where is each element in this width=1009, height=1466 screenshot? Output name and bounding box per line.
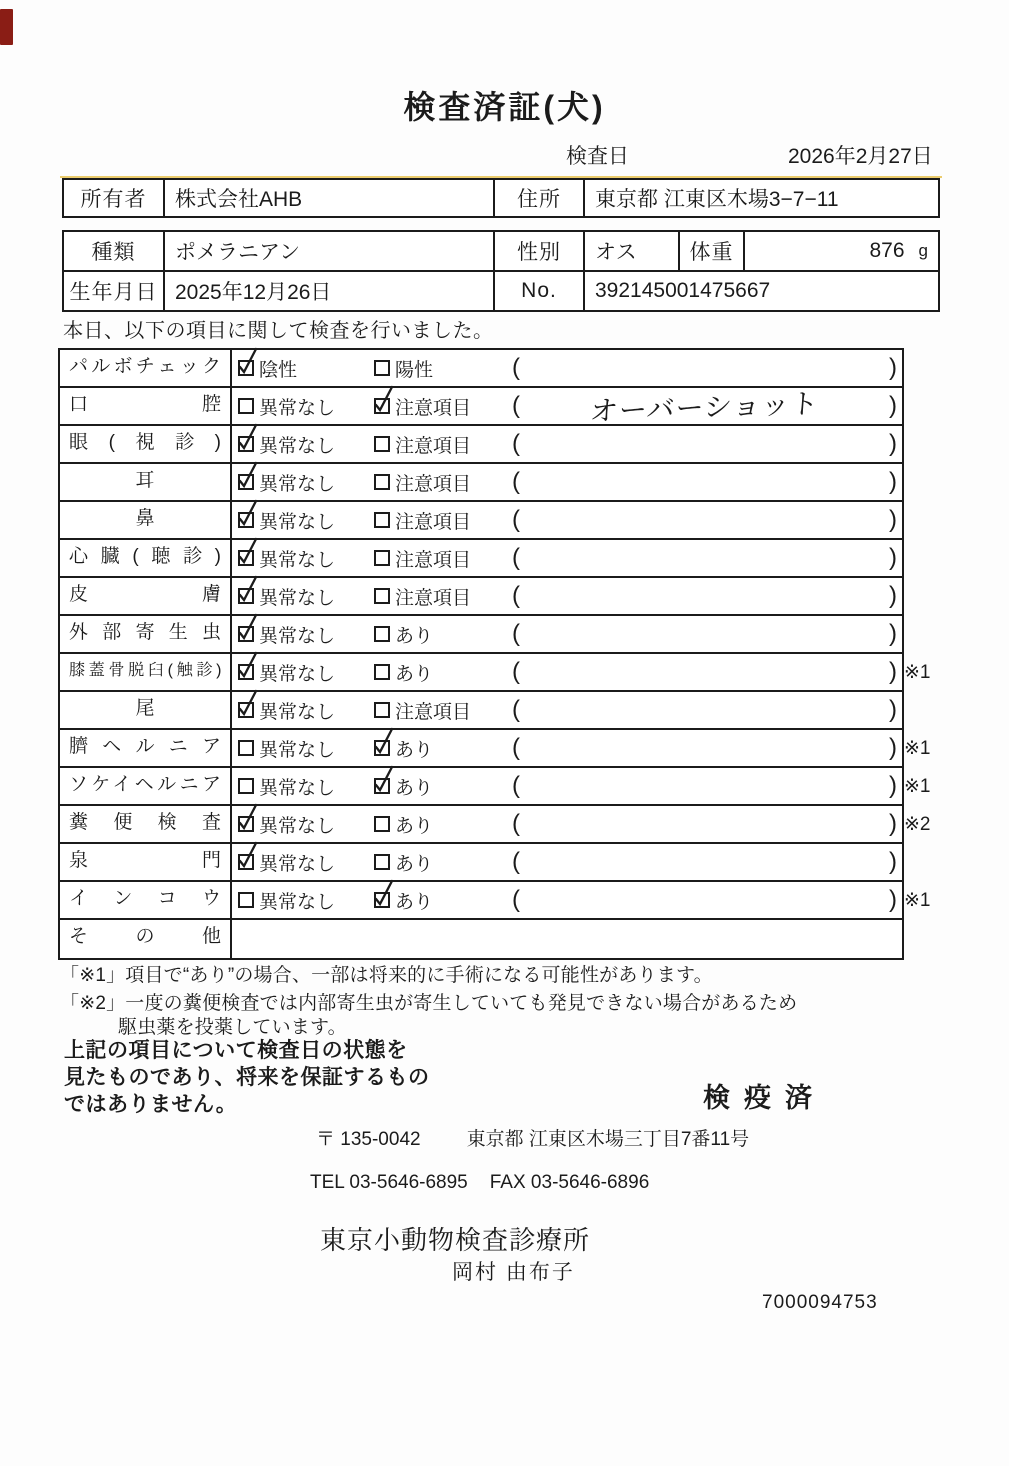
checklist-item-label: 鼻 <box>60 502 232 538</box>
checkbox-icon <box>374 854 390 870</box>
handwritten-check-icon <box>372 726 396 756</box>
checkbox-icon <box>238 740 254 756</box>
open-paren: ( <box>512 772 520 799</box>
owner-label: 所有者 <box>64 180 165 216</box>
checkbox-icon <box>374 664 390 680</box>
checklist-item-label: 尾 <box>60 692 232 728</box>
option-label: あり <box>395 815 434 837</box>
checkbox-icon <box>374 816 390 832</box>
checklist-item-label: 臍ヘルニア <box>60 730 232 766</box>
checkbox-icon <box>374 550 390 566</box>
option-label: 異常なし <box>259 777 336 799</box>
option <box>374 507 471 534</box>
note-field <box>508 350 902 386</box>
option <box>238 735 374 762</box>
checkbox-checked-icon <box>374 778 390 794</box>
option <box>374 583 471 610</box>
checklist-options <box>232 426 508 462</box>
option <box>374 735 433 762</box>
checkbox-checked-icon <box>238 550 254 566</box>
note-field <box>508 464 902 500</box>
handwritten-check-icon <box>236 650 260 680</box>
footnote-ref-mark: ※1 <box>904 737 931 759</box>
checkbox-icon <box>238 892 254 908</box>
checklist-item-label: その他 <box>60 920 232 958</box>
disclaimer-line-2: 見たものであり、将来を保証するもの <box>64 1065 430 1089</box>
handwritten-check-icon <box>372 384 396 414</box>
option-label: あり <box>395 663 434 685</box>
checklist-row <box>60 654 931 692</box>
checkbox-icon <box>374 702 390 718</box>
option-label: 注意項目 <box>395 435 472 457</box>
checklist-row <box>60 540 902 578</box>
footnote-2: 「※2」一度の糞便検査では内部寄生虫が寄生していても発見できない場合があるため <box>60 993 798 1014</box>
close-paren: ) <box>889 468 897 495</box>
handwritten-note: オーバーショット <box>588 387 821 428</box>
open-paren: ( <box>512 582 520 609</box>
open-paren: ( <box>512 886 520 913</box>
checkbox-checked-icon <box>374 740 390 756</box>
open-paren: ( <box>512 544 520 571</box>
checklist-item-label: 泉門 <box>60 844 232 880</box>
close-paren: ) <box>889 392 897 419</box>
option <box>238 355 374 382</box>
checklist-options <box>232 844 508 880</box>
option <box>238 393 374 420</box>
checkbox-checked-icon <box>238 360 254 376</box>
checklist-options <box>232 578 508 614</box>
checkbox-checked-icon <box>238 702 254 718</box>
option <box>374 393 471 420</box>
footnote-ref-mark: ※1 <box>904 661 931 683</box>
sex-value: オス <box>585 232 680 270</box>
close-paren: ) <box>889 354 897 381</box>
note-field <box>508 616 902 652</box>
note-field <box>508 426 902 462</box>
weight-number: 876 <box>869 239 905 262</box>
note-field <box>508 844 902 880</box>
checklist-options <box>232 540 508 576</box>
checklist-options <box>232 616 508 652</box>
checklist-row <box>60 578 902 616</box>
close-paren: ) <box>889 506 897 533</box>
disclaimer-text <box>64 1038 430 1119</box>
option <box>374 545 471 572</box>
option-label: 注意項目 <box>395 587 472 609</box>
note-field <box>508 768 902 804</box>
checklist-item-label: パルボチェック <box>60 350 232 386</box>
checklist-item-label: 心臓(聴診) <box>60 540 232 576</box>
option-label: 異常なし <box>259 549 336 571</box>
open-paren: ( <box>512 696 520 723</box>
checkbox-checked-icon <box>238 854 254 870</box>
option-label: 異常なし <box>259 511 336 533</box>
checklist-item-label: 外部寄生虫 <box>60 616 232 652</box>
checklist-row <box>60 844 902 882</box>
pet-row-1 <box>64 232 938 272</box>
option-label: 陽性 <box>395 359 434 381</box>
option <box>374 659 433 686</box>
option <box>374 621 433 648</box>
checklist-item-label: 皮膚 <box>60 578 232 614</box>
checklist-options <box>232 388 508 424</box>
option <box>374 431 471 458</box>
clinic-address: 東京都 江東区木場三丁目7番11号 <box>466 1129 750 1150</box>
option <box>238 849 374 876</box>
address-label: 住所 <box>495 180 585 216</box>
checkbox-icon <box>374 360 390 376</box>
option <box>374 355 433 382</box>
checkbox-checked-icon <box>238 588 254 604</box>
checklist-options <box>232 768 508 804</box>
checklist-item-label: 膝蓋骨脱臼(触診) <box>60 654 232 690</box>
option <box>238 507 374 534</box>
note-field <box>508 387 902 428</box>
checkbox-icon <box>374 436 390 452</box>
inspection-date-value: 2026年2月27日 <box>788 145 933 168</box>
checklist-options <box>232 464 508 500</box>
checklist-options <box>232 692 508 728</box>
clinic-postal-address <box>316 1124 749 1151</box>
checklist-row <box>60 350 902 388</box>
option <box>238 469 374 496</box>
close-paren: ) <box>889 848 897 875</box>
option <box>238 697 374 724</box>
option <box>374 697 471 724</box>
clinic-telfax <box>310 1172 649 1194</box>
close-paren: ) <box>889 886 897 913</box>
footnote-ref-mark: ※2 <box>904 813 931 835</box>
open-paren: ( <box>512 658 520 685</box>
owner-row <box>64 180 938 216</box>
handwritten-check-icon <box>236 460 260 490</box>
owner-name: 株式会社AHB <box>165 180 495 216</box>
footnote-1: 「※1」項目で“あり”の場合、一部は将来的に手術になる可能性があります。 <box>60 965 713 986</box>
checklist-item-label: 耳 <box>60 464 232 500</box>
note-field <box>508 730 902 766</box>
breed-value: ポメラニアン <box>165 232 495 270</box>
open-paren: ( <box>512 620 520 647</box>
option <box>238 545 374 572</box>
checkbox-icon <box>374 588 390 604</box>
serial-number: 7000094753 <box>762 1292 878 1313</box>
note-field <box>508 578 902 614</box>
option <box>374 773 433 800</box>
option <box>374 469 471 496</box>
handwritten-check-icon <box>236 346 260 376</box>
option-label: あり <box>395 625 434 647</box>
handwritten-check-icon <box>372 764 396 794</box>
option <box>238 431 374 458</box>
option <box>238 887 374 914</box>
option <box>238 811 374 838</box>
option-label: 異常なし <box>259 815 336 837</box>
checklist-row <box>60 616 902 654</box>
checklist-options <box>232 806 508 842</box>
close-paren: ) <box>889 658 897 685</box>
pet-row-2 <box>64 272 938 310</box>
option-label: 異常なし <box>259 435 336 457</box>
option <box>238 621 374 648</box>
option-label: 異常なし <box>259 853 336 875</box>
intro-text: 本日、以下の項目に関して検査を行いました。 <box>63 320 494 342</box>
weight-label: 体重 <box>680 232 745 270</box>
checkbox-icon <box>374 474 390 490</box>
option-label: 注意項目 <box>395 701 472 723</box>
checklist-options <box>232 654 508 690</box>
checkbox-icon <box>374 512 390 528</box>
option-label: 注意項目 <box>395 511 472 533</box>
checkbox-checked-icon <box>374 892 390 908</box>
checkbox-checked-icon <box>238 474 254 490</box>
handwritten-check-icon <box>236 536 260 566</box>
checkbox-checked-icon <box>374 398 390 414</box>
open-paren: ( <box>512 354 520 381</box>
checklist-item-label: 眼(視診) <box>60 426 232 462</box>
open-paren: ( <box>512 848 520 875</box>
handwritten-check-icon <box>236 422 260 452</box>
option-label: あり <box>395 891 434 913</box>
close-paren: ) <box>889 696 897 723</box>
checklist-row <box>60 920 902 958</box>
option-label: 注意項目 <box>395 549 472 571</box>
option-label: 異常なし <box>259 891 336 913</box>
close-paren: ) <box>889 544 897 571</box>
footnote-ref-mark: ※1 <box>904 889 931 911</box>
close-paren: ) <box>889 620 897 647</box>
option-label: 異常なし <box>259 587 336 609</box>
checklist-row <box>60 502 902 540</box>
veterinarian-name: 岡村 由布子 <box>452 1261 575 1284</box>
handwritten-check-icon <box>372 878 396 908</box>
breed-label: 種類 <box>64 232 165 270</box>
checklist-options <box>232 730 508 766</box>
note-text <box>520 386 889 426</box>
checkbox-icon <box>238 778 254 794</box>
checklist-options <box>232 502 508 538</box>
handwritten-check-icon <box>236 802 260 832</box>
checkbox-checked-icon <box>238 816 254 832</box>
open-paren: ( <box>512 734 520 761</box>
birthdate-label: 生年月日 <box>64 272 165 310</box>
note-field <box>508 654 902 690</box>
clinic-tel: TEL 03-5646-6895 <box>310 1172 468 1193</box>
footnote-ref-mark: ※1 <box>904 775 931 797</box>
address-value: 東京都 江東区木場3−7−11 <box>595 188 839 211</box>
option-label: 陰性 <box>259 359 298 381</box>
inspection-date-label: 検査日 <box>566 145 629 168</box>
checkbox-checked-icon <box>238 664 254 680</box>
checklist-row <box>60 426 902 464</box>
checklist-row <box>60 464 902 502</box>
handwritten-check-icon <box>236 498 260 528</box>
weight-unit: g <box>918 241 928 260</box>
option-label: 異常なし <box>259 397 336 419</box>
option <box>238 659 374 686</box>
option-label: 異常なし <box>259 739 336 761</box>
birthdate-value: 2025年12月26日 <box>165 272 495 310</box>
clinic-name: 東京小動物検査診療所 <box>320 1225 591 1255</box>
close-paren: ) <box>889 430 897 457</box>
checkbox-checked-icon <box>238 626 254 642</box>
option-label: 異常なし <box>259 473 336 495</box>
note-field <box>508 692 902 728</box>
checklist-row <box>60 768 931 806</box>
checklist-table <box>58 348 931 960</box>
disclaimer-line-3: ではありません。 <box>64 1092 238 1116</box>
handwritten-check-icon <box>236 612 260 642</box>
scan-artifact-mark <box>0 9 13 45</box>
checkbox-checked-icon <box>238 512 254 528</box>
footnote-2-continued: 駆虫薬を投薬しています。 <box>118 1017 347 1038</box>
open-paren: ( <box>512 430 520 457</box>
checklist-options <box>232 350 508 386</box>
option-label: あり <box>395 853 434 875</box>
option-label: あり <box>395 739 434 761</box>
checkbox-checked-icon <box>238 436 254 452</box>
open-paren: ( <box>512 468 520 495</box>
no-value: 392145001475667 <box>595 279 771 302</box>
note-field <box>508 882 902 918</box>
option <box>238 583 374 610</box>
postal-code: 〒 135-0042 <box>316 1129 421 1150</box>
checklist-item-label: 糞便検査 <box>60 806 232 842</box>
handwritten-check-icon <box>236 840 260 870</box>
quarantine-stamp: 検疫済 <box>703 1083 826 1113</box>
checklist-row <box>60 388 902 426</box>
close-paren: ) <box>889 582 897 609</box>
sex-label: 性別 <box>495 232 585 270</box>
open-paren: ( <box>512 810 520 837</box>
option-label: 注意項目 <box>395 473 472 495</box>
option-label: あり <box>395 777 434 799</box>
weight-value <box>745 232 938 270</box>
checklist-options <box>232 882 508 918</box>
option <box>238 773 374 800</box>
option-label: 注意項目 <box>395 397 472 419</box>
option <box>374 811 433 838</box>
handwritten-check-icon <box>236 688 260 718</box>
checkbox-icon <box>238 398 254 414</box>
note-field <box>508 502 902 538</box>
checklist-item-label: インコウ <box>60 882 232 918</box>
checklist-item-label: 口腔 <box>60 388 232 424</box>
no-label: No. <box>495 272 585 310</box>
option <box>374 849 433 876</box>
checklist-row <box>60 806 931 844</box>
option-label: 異常なし <box>259 625 336 647</box>
close-paren: ) <box>889 772 897 799</box>
checklist-row <box>60 882 931 920</box>
checklist-row <box>60 730 931 768</box>
disclaimer-line-1: 上記の項目について検査日の状態を <box>64 1039 408 1062</box>
close-paren: ) <box>889 734 897 761</box>
checkbox-icon <box>374 626 390 642</box>
open-paren: ( <box>512 392 520 419</box>
option-label: 異常なし <box>259 701 336 723</box>
clinic-fax: FAX 03-5646-6896 <box>489 1172 650 1193</box>
open-paren: ( <box>512 506 520 533</box>
option <box>374 887 433 914</box>
page-title: 検査済証(犬) <box>403 89 606 125</box>
handwritten-check-icon <box>236 574 260 604</box>
checklist-row <box>60 692 902 730</box>
note-field <box>508 806 902 842</box>
owner-table <box>62 178 940 218</box>
close-paren: ) <box>889 810 897 837</box>
checklist-item-label: ソケイヘルニア <box>60 768 232 804</box>
pet-table <box>62 230 940 312</box>
note-field <box>508 540 902 576</box>
option-label: 異常なし <box>259 663 336 685</box>
